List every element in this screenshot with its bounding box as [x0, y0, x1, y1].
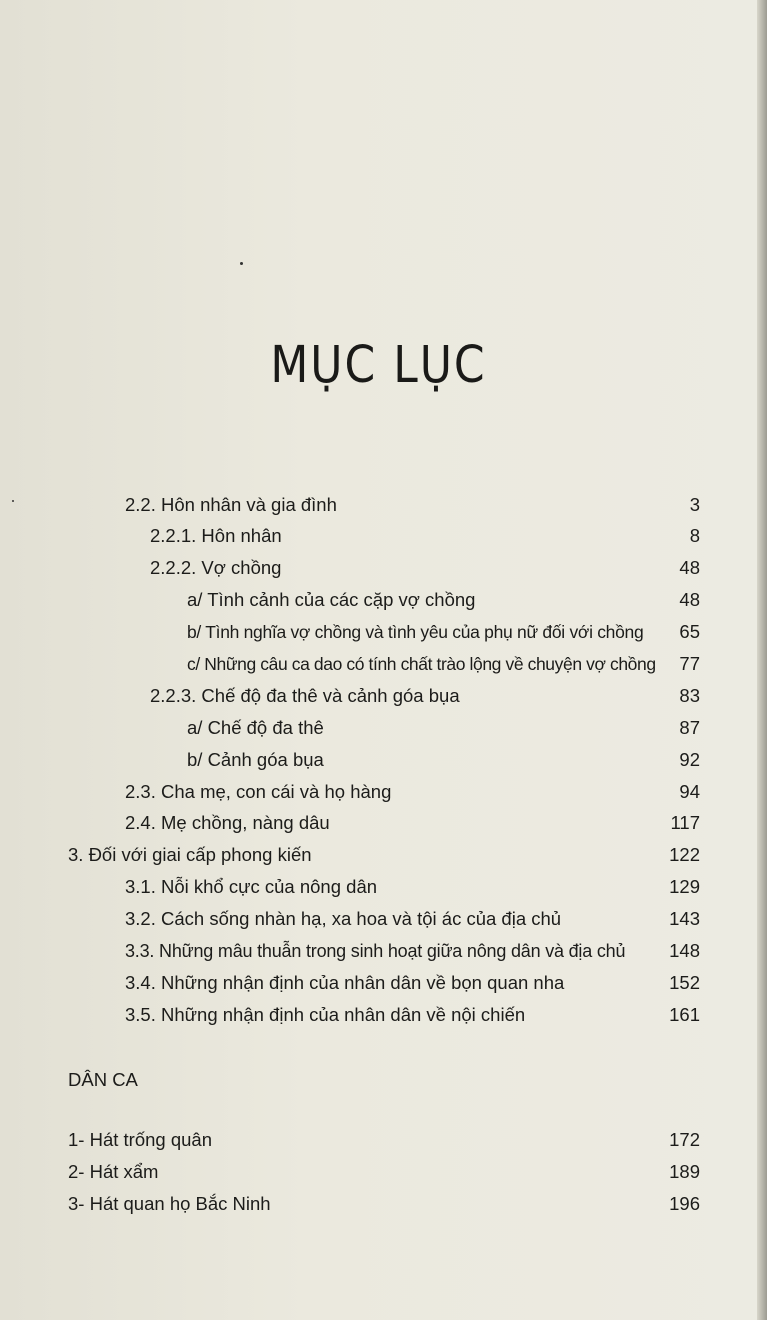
toc-entry[interactable]: [150, 553, 700, 583]
toc-entry-label: 3.1. Nỗi khổ cực của nông dân: [125, 876, 378, 897]
toc-entry-page: 117: [670, 812, 700, 833]
toc-entry-label: 2.4. Mẹ chồng, nàng dâu: [125, 812, 330, 833]
toc-entry-label: 3.2. Cách sống nhàn hạ, xa hoa và tội ác của địa chủ: [125, 908, 562, 929]
toc-entry[interactable]: [187, 617, 700, 647]
toc-entry-page: 122: [669, 844, 700, 865]
toc-entry[interactable]: [125, 936, 700, 966]
toc-entry-page: 152: [669, 972, 700, 993]
toc-entry-page: 77: [679, 653, 700, 674]
toc-entry-page: 92: [679, 749, 700, 770]
toc-entry[interactable]: [150, 521, 700, 551]
toc-entry-label: 3.3. Những mâu thuẫn trong sinh hoạt giữa nông dân và địa chủ: [125, 941, 626, 961]
toc-entry-page: 189: [669, 1161, 700, 1182]
page-edge: [757, 0, 767, 1320]
toc-entry-page: 83: [679, 685, 700, 706]
toc-entry[interactable]: [187, 585, 700, 615]
toc-entry[interactable]: [125, 1000, 700, 1030]
toc-entry[interactable]: [68, 1189, 700, 1219]
toc-entry[interactable]: [125, 968, 700, 998]
toc-entry-page: 129: [669, 876, 700, 897]
dan-ca-heading: DÂN CA: [68, 1069, 138, 1090]
show-through-text: [70, 115, 730, 157]
toc-entry[interactable]: [125, 872, 700, 902]
toc-entry-page: 196: [669, 1193, 700, 1214]
toc-entry-label: 3. Đối với giai cấp phong kiến: [68, 844, 312, 865]
toc-entry-label: 2- Hát xẩm: [68, 1161, 159, 1182]
toc-entry-label: a/ Chế độ đa thê: [187, 717, 324, 738]
toc-entry-page: 161: [669, 1004, 700, 1025]
toc-entry[interactable]: [68, 840, 700, 870]
toc-entry-label: 2.2. Hôn nhân và gia đình: [125, 494, 337, 515]
page-title: MỤC LỤC: [270, 336, 487, 395]
speck: [240, 262, 243, 265]
toc-entry-page: 48: [679, 589, 700, 610]
toc-entry-label: 2.3. Cha mẹ, con cái và họ hàng: [125, 781, 392, 802]
toc-entry-page: 172: [669, 1129, 700, 1150]
toc-entry-label: 3.4. Những nhận định của nhân dân về bọn quan nha: [125, 972, 565, 993]
toc-entry-page: 143: [669, 908, 700, 929]
toc-entry-page: 8: [689, 525, 700, 546]
toc-entry-label: 3.5. Những nhận định của nhân dân về nội chiến: [125, 1004, 526, 1025]
toc-entry[interactable]: [125, 777, 700, 807]
toc-entry[interactable]: [125, 808, 700, 838]
toc-entry-label: 2.2.3. Chế độ đa thê và cảnh góa bụa: [150, 685, 460, 706]
toc-entry[interactable]: [187, 649, 700, 679]
toc-entry[interactable]: [187, 745, 700, 775]
toc-entry-label: a/ Tình cảnh của các cặp vợ chồng: [187, 589, 476, 610]
toc-entry-page: 148: [669, 940, 700, 961]
toc-entry-label: 2.2.2. Vợ chồng: [150, 557, 282, 578]
toc-entry[interactable]: [187, 713, 700, 743]
toc-entry[interactable]: [68, 1125, 700, 1155]
toc-entry-page: 65: [679, 621, 700, 642]
toc-entry-label: c/ Những câu ca dao có tính chất trào lộng về chuyện vợ chồng: [187, 654, 656, 674]
toc-entry-label: b/ Cảnh góa bụa: [187, 749, 324, 770]
toc-entry[interactable]: [125, 490, 700, 520]
toc-entry-label: 2.2.1. Hôn nhân: [150, 525, 282, 546]
toc-entry[interactable]: [150, 681, 700, 711]
toc-entry-page: 48: [679, 557, 700, 578]
toc-entry[interactable]: [125, 904, 700, 934]
toc-entry-page: 87: [679, 717, 700, 738]
toc-entry-label: 1- Hát trống quân: [68, 1129, 212, 1150]
toc-entry[interactable]: [68, 1157, 700, 1187]
toc-entry-page: 94: [679, 781, 700, 802]
toc-entry-label: 3- Hát quan họ Bắc Ninh: [68, 1193, 271, 1214]
toc-entry-label: b/ Tình nghĩa vợ chồng và tình yêu của phụ nữ đối với chồng: [187, 622, 644, 642]
speck: [12, 500, 14, 502]
toc-entry-page: 3: [689, 494, 700, 515]
